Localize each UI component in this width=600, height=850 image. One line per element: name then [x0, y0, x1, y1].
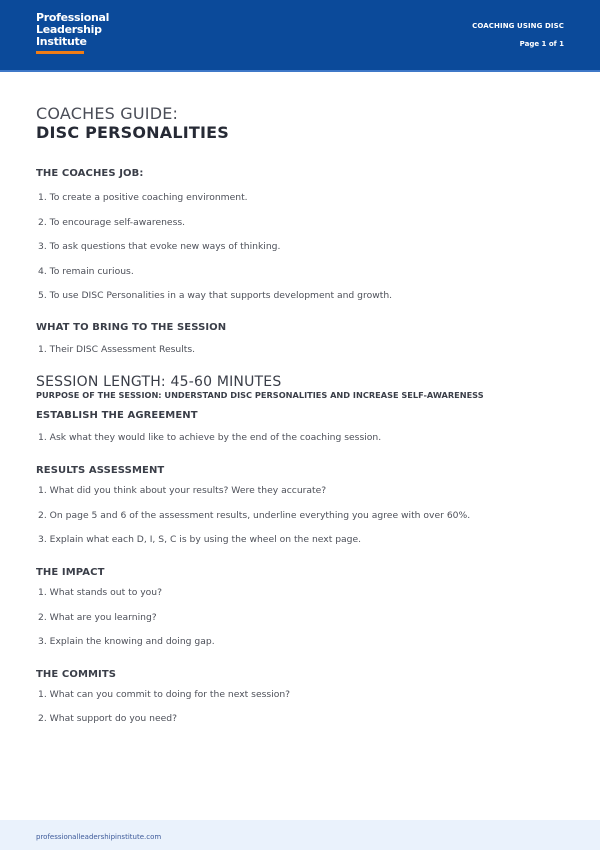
- list-item: 2. To encourage self-awareness.: [38, 216, 186, 228]
- list-item: 3. Explain what each D, I, S, C is by using the wheel on the next page.: [38, 534, 362, 546]
- list-item: 1. Their DISC Assessment Results.: [38, 343, 196, 355]
- section-commits: [36, 669, 576, 737]
- list-item: 1. What stands out to you?: [38, 586, 162, 598]
- page-footer: [0, 820, 600, 850]
- list-item: 1. What did you think about your results? Were they accurate?: [38, 485, 327, 497]
- logo-accent-bar: [36, 51, 84, 54]
- list-item: 2. What support do you need?: [38, 713, 177, 725]
- logo-line-1: Professional: [36, 11, 110, 24]
- logo-line-3: Institute: [36, 35, 87, 48]
- title-line-2: DISC PERSONALITIES: [36, 123, 230, 142]
- results-list: [36, 484, 576, 558]
- session-purpose: PURPOSE OF THE SESSION: UNDERSTAND DISC PERSONALITIES AND INCREASE SELF-AWARENESS: [36, 389, 484, 400]
- commits-list: [36, 688, 576, 737]
- list-item: 2. On page 5 and 6 of the assessment results, underline everything you agree with over 60%.: [38, 509, 471, 521]
- header-meta: [472, 22, 564, 48]
- list-item: 1. Ask what they would like to achieve by the end of the coaching session.: [38, 431, 382, 443]
- section-what-to-bring: [36, 322, 576, 368]
- section-heading: THE IMPACT: [36, 566, 105, 578]
- list-item: 3. Explain the knowing and doing gap.: [38, 636, 215, 648]
- logo-line-2: Leadership: [36, 23, 102, 36]
- list-item: 4. To remain curious.: [38, 265, 134, 277]
- section-coaches-job: [36, 168, 576, 314]
- agreement-list: [36, 431, 576, 456]
- list-item: 1. What can you commit to doing for the next session?: [38, 688, 291, 700]
- impact-list: [36, 586, 576, 660]
- section-heading: WHAT TO BRING TO THE SESSION: [36, 321, 227, 333]
- list-item: 2. What are you learning?: [38, 611, 157, 623]
- institute-logo: [36, 12, 109, 54]
- coaches-job-list: [36, 191, 576, 314]
- page-title: [36, 104, 576, 142]
- section-session-info: [36, 374, 576, 400]
- title-line-1: COACHES GUIDE:: [36, 104, 179, 123]
- section-heading: THE COACHES JOB:: [36, 168, 144, 179]
- section-heading: RESULTS ASSESSMENT: [36, 465, 165, 477]
- page-header: [0, 0, 600, 72]
- section-heading: ESTABLISH THE AGREEMENT: [36, 409, 198, 421]
- list-item: 1. To create a positive coaching environment.: [38, 192, 248, 203]
- session-length: SESSION LENGTH: 45-60 MINUTES: [36, 373, 282, 390]
- what-to-bring-list: [36, 343, 576, 368]
- list-item: 5. To use DISC Personalities in a way that supports development and growth.: [38, 290, 393, 302]
- section-impact: [36, 567, 576, 660]
- section-results-assessment: [36, 465, 576, 558]
- document-title: COACHING USING DISC: [472, 22, 564, 30]
- document-body: [36, 104, 576, 737]
- list-item: 3. To ask questions that evoke new ways of thinking.: [38, 241, 281, 253]
- website-link[interactable]: professionalleadershipinstitute.com: [36, 833, 162, 841]
- page-indicator: Page 1 of 1: [519, 40, 564, 48]
- section-agreement: [36, 410, 576, 456]
- section-heading: THE COMMITS: [36, 668, 117, 680]
